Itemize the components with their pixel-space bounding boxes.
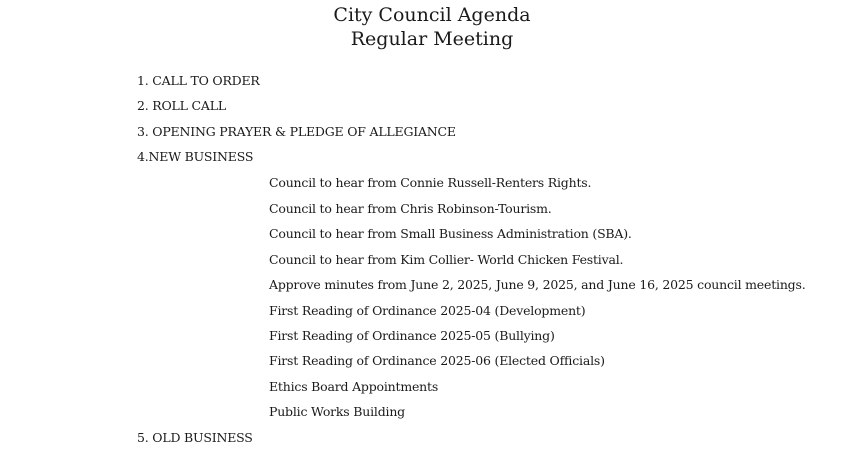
agenda-item-roll-call: 2. ROLL CALL — [137, 98, 226, 113]
agenda-item-old-business: 5. OLD BUSINESS — [137, 430, 253, 445]
agenda-item-prayer-pledge: 3. OPENING PRAYER & PLEDGE OF ALLEGIANCE — [137, 124, 456, 139]
new-business-item: Public Works Building — [269, 404, 405, 419]
agenda-item-call-to-order: 1. CALL TO ORDER — [137, 73, 260, 88]
document-subtitle: Regular Meeting — [350, 28, 514, 50]
new-business-item: First Reading of Ordinance 2025-06 (Elected Officials) — [269, 353, 605, 368]
document-title: City Council Agenda — [333, 4, 531, 26]
new-business-item: First Reading of Ordinance 2025-04 (Development) — [269, 303, 586, 318]
new-business-item: First Reading of Ordinance 2025-05 (Bullying) — [269, 328, 555, 343]
new-business-item: Ethics Board Appointments — [269, 379, 439, 394]
agenda-item-new-business: 4.NEW BUSINESS — [137, 149, 254, 164]
new-business-item: Council to hear from Chris Robinson-Tourism. — [269, 201, 552, 216]
new-business-item: Council to hear from Small Business Administration (SBA). — [269, 226, 632, 241]
new-business-item: Approve minutes from June 2, 2025, June 9, 2025, and June 16, 2025 council meetings. — [269, 277, 806, 292]
new-business-item: Council to hear from Kim Collier- World Chicken Festival. — [269, 252, 624, 267]
new-business-item: Council to hear from Connie Russell-Renters Rights. — [269, 175, 592, 190]
